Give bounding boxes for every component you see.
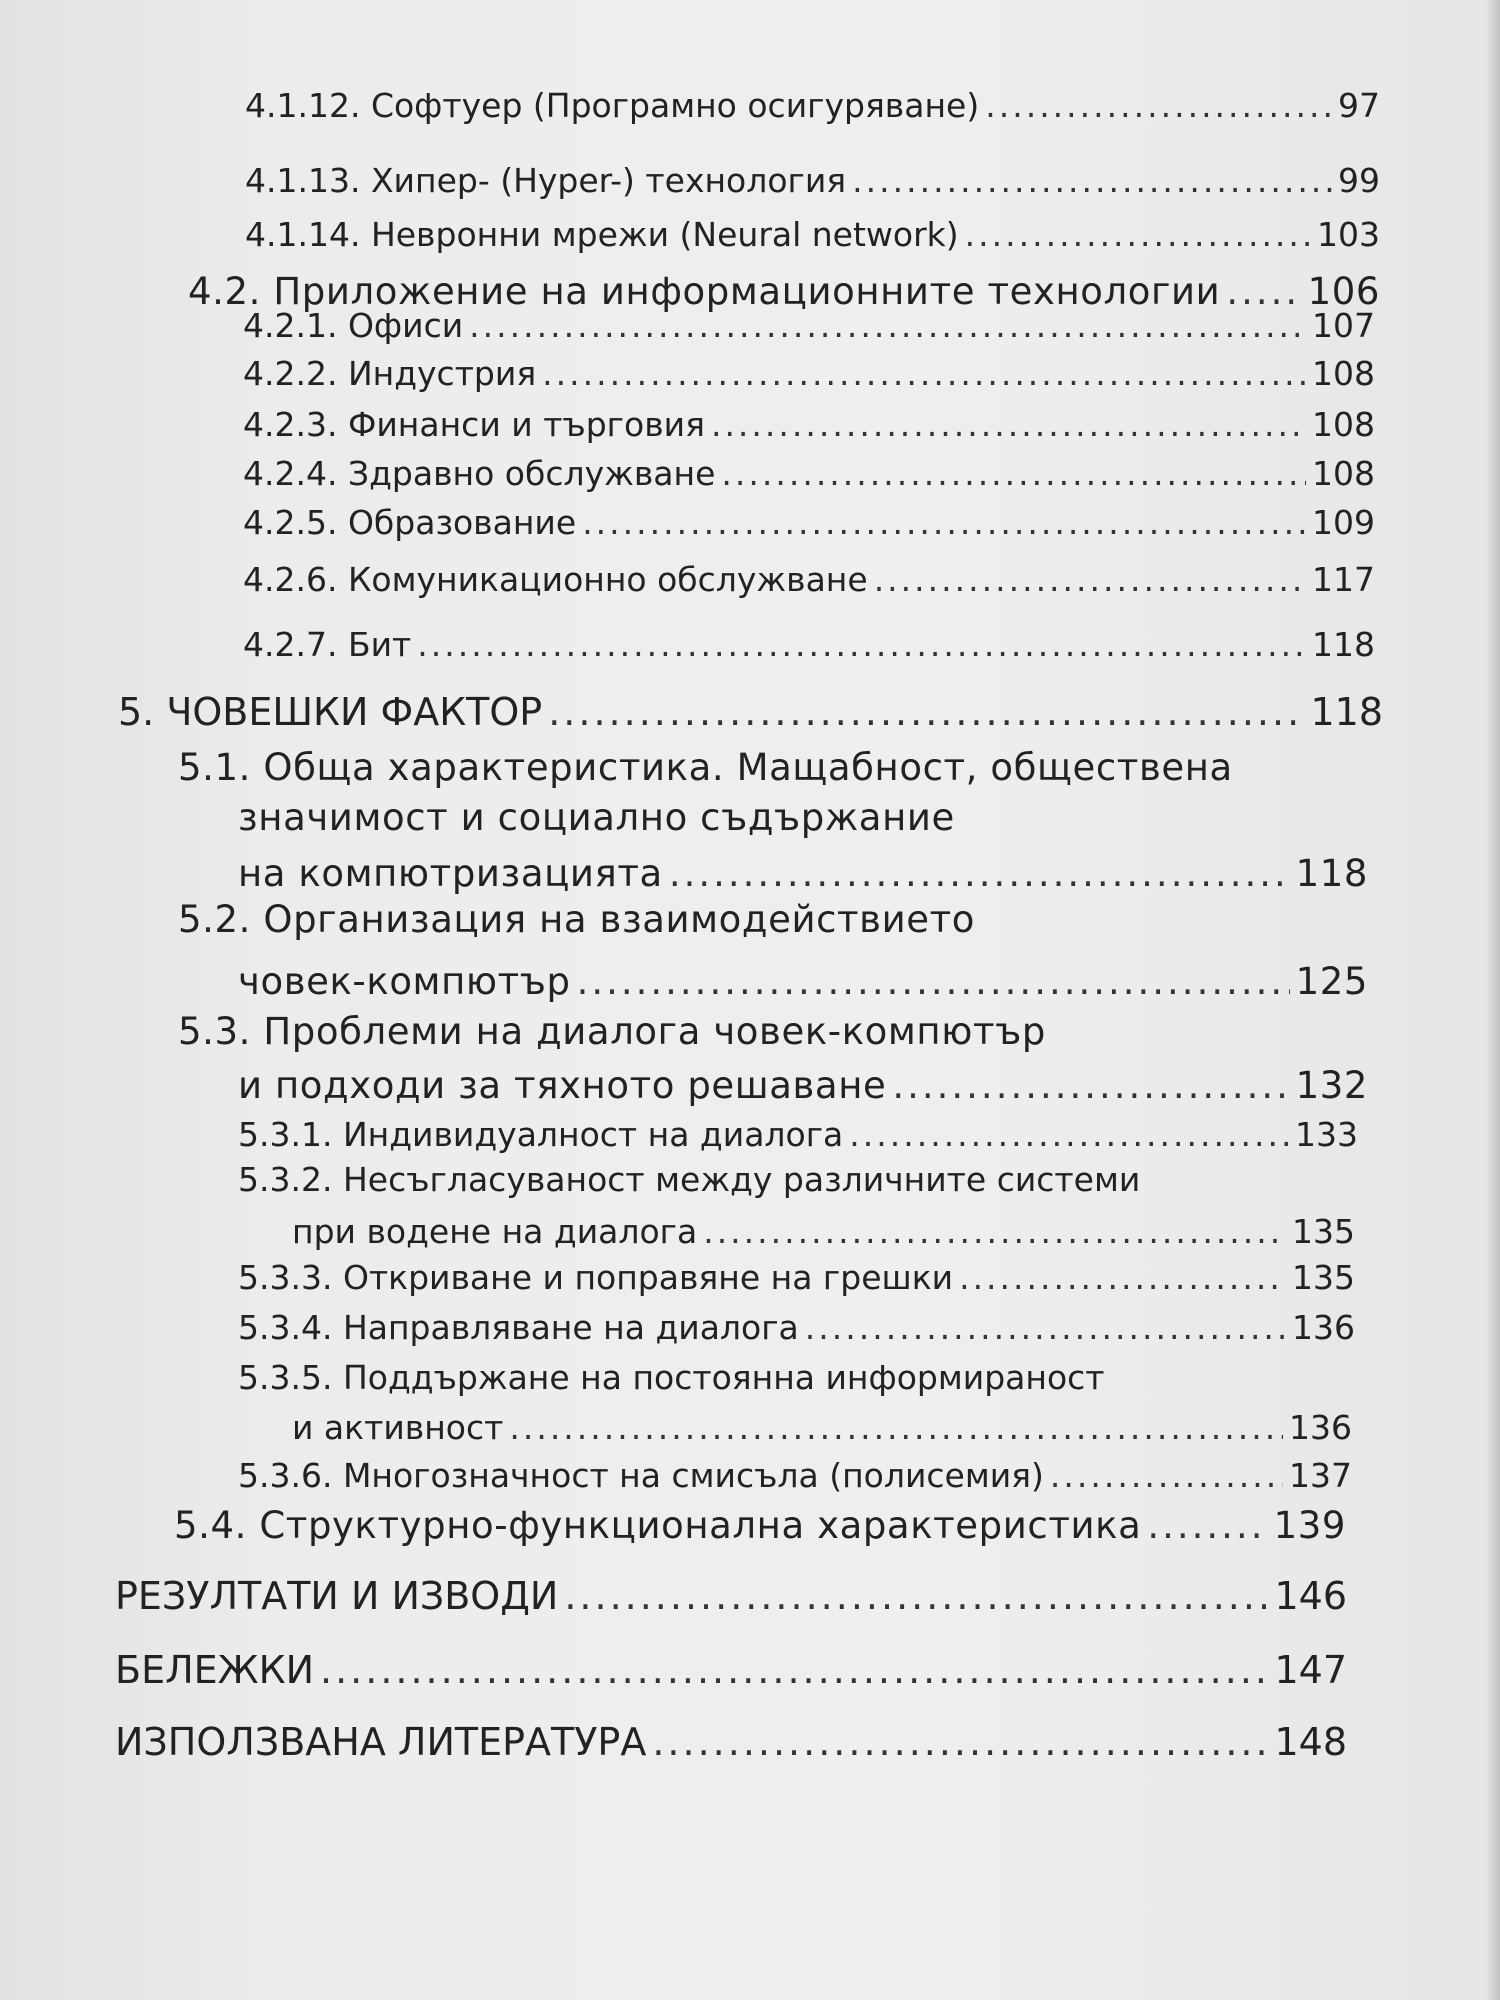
dot-leader	[711, 405, 1306, 444]
toc-entry-title: 4.2.6. Комуникационно обслужване	[243, 560, 868, 599]
toc-entry-title: и подходи за тяхното решаване	[238, 1064, 887, 1107]
page-edge-shadow	[1486, 0, 1500, 2000]
toc-entry-5-2[interactable]	[238, 960, 1368, 1003]
toc-entry-4-2-7[interactable]	[243, 625, 1375, 664]
dot-leader	[1050, 1456, 1283, 1495]
toc-entry-title: РЕЗУЛТАТИ И ИЗВОДИ	[115, 1574, 559, 1618]
toc-entry-5-1[interactable]	[238, 852, 1368, 895]
toc-entry-title: човек-компютър	[238, 960, 571, 1003]
toc-entry-page: 135	[1292, 1212, 1355, 1251]
toc-entry-title: 4.2.2. Индустрия	[243, 354, 537, 393]
dot-leader	[703, 1212, 1286, 1251]
toc-entry-title: 4.2. Приложение на информационните технологии	[188, 270, 1221, 313]
toc-entry-4-2-2[interactable]	[243, 354, 1375, 393]
toc-entry-4-1-14[interactable]	[245, 215, 1380, 254]
toc-entry-5-2-line-1: 5.2. Организация на взаимодействието	[178, 898, 975, 941]
toc-entry-5-3-6[interactable]	[238, 1456, 1352, 1495]
toc-entry-page: 132	[1295, 1064, 1368, 1107]
toc-entry-results[interactable]	[115, 1574, 1347, 1618]
dot-leader	[721, 454, 1306, 493]
toc-entry-title: 4.1.12. Софтуер (Програмно осигуряване)	[245, 86, 980, 125]
dot-leader	[892, 1064, 1289, 1107]
toc-entry-page: 139	[1273, 1504, 1346, 1547]
toc-entry-5-3-2-line-1: 5.3.2. Несъгласуваност между различните системи	[238, 1160, 1141, 1199]
toc-entry-4-2-4[interactable]	[243, 454, 1375, 493]
toc-entry-5-3-3[interactable]	[238, 1258, 1355, 1297]
toc-entry-page: 118	[1312, 625, 1375, 664]
toc-entry-page: 117	[1312, 560, 1375, 599]
dot-leader	[965, 215, 1311, 254]
toc-entry-title: 4.2.4. Здравно обслужване	[243, 454, 716, 493]
toc-entry-title: 5.4. Структурно-функционална характеристика	[174, 1504, 1142, 1547]
toc-entry-page: 107	[1312, 306, 1375, 345]
toc-entry-title: ИЗПОЛЗВАНА ЛИТЕРАТУРА	[115, 1720, 647, 1764]
toc-entry-title: на компютризацията	[238, 852, 663, 895]
toc-entry-page: 133	[1295, 1115, 1358, 1154]
toc-entry-title: 4.2.3. Финанси и търговия	[243, 405, 705, 444]
toc-entry-page: 103	[1317, 215, 1380, 254]
dot-leader	[564, 1574, 1268, 1618]
dot-leader	[320, 1648, 1268, 1692]
toc-entry-page: 148	[1274, 1720, 1347, 1764]
toc-entry-5-3-line-1: 5.3. Проблеми на диалога човек-компютър	[178, 1010, 1046, 1053]
toc-entry-5-3[interactable]	[238, 1064, 1368, 1107]
toc-entry-4-2-1[interactable]	[243, 306, 1375, 345]
toc-entry-4-2-6[interactable]	[243, 560, 1375, 599]
toc-entry-4-2-5[interactable]	[243, 503, 1375, 542]
toc-entry-title: 4.1.13. Хипер- (Hyper-) технология	[245, 161, 847, 200]
toc-entry-4-1-13[interactable]	[245, 161, 1380, 200]
toc-entry-title: 4.2.7. Бит	[243, 625, 412, 664]
toc-entry-page: 108	[1312, 405, 1375, 444]
toc-entry-page: 135	[1292, 1258, 1355, 1297]
dot-leader	[805, 1308, 1286, 1347]
dot-leader	[469, 306, 1306, 345]
dot-leader	[582, 503, 1306, 542]
toc-entry-page: 146	[1274, 1574, 1347, 1618]
toc-entry-title: при водене на диалога	[292, 1212, 698, 1251]
toc-entry-page: 136	[1292, 1308, 1355, 1347]
dot-leader	[417, 625, 1306, 664]
dot-leader	[542, 354, 1306, 393]
dot-leader	[849, 1115, 1289, 1154]
toc-entry-5-4[interactable]	[174, 1504, 1346, 1547]
toc-entry-page: 136	[1289, 1408, 1352, 1447]
toc-entry-title: 5.3.4. Направляване на диалога	[238, 1308, 799, 1347]
toc-entry-notes[interactable]	[115, 1648, 1347, 1692]
toc-entry-page: 108	[1312, 354, 1375, 393]
dot-leader	[669, 852, 1290, 895]
toc-entry-title: 4.2.5. Образование	[243, 503, 577, 542]
dot-leader	[509, 1408, 1283, 1447]
toc-entry-page: 137	[1289, 1456, 1352, 1495]
toc-entry-5-3-5-line-1: 5.3.5. Поддържане на постоянна информираност	[238, 1358, 1105, 1397]
toc-entry-4-2-3[interactable]	[243, 405, 1375, 444]
toc-entry-page: 118	[1295, 852, 1368, 895]
toc-entry-5[interactable]	[118, 690, 1383, 734]
toc-entry-title: и активност	[292, 1408, 504, 1447]
dot-leader	[874, 560, 1306, 599]
toc-entry-page: 106	[1307, 270, 1380, 313]
dot-leader	[577, 960, 1290, 1003]
toc-entry-title: 5.3.1. Индивидуалност на диалога	[238, 1115, 844, 1154]
toc-entry-page: 125	[1295, 960, 1368, 1003]
dot-leader	[548, 690, 1304, 734]
toc-entry-page: 109	[1312, 503, 1375, 542]
toc-entry-page: 118	[1310, 690, 1383, 734]
toc-entry-5-3-4[interactable]	[238, 1308, 1355, 1347]
dot-leader	[985, 86, 1332, 125]
dot-leader	[959, 1258, 1286, 1297]
toc-entry-title: 5. ЧОВЕШКИ ФАКТОР	[118, 690, 543, 734]
toc-entry-5-3-2[interactable]	[292, 1212, 1355, 1251]
toc-entry-5-1-line-1: 5.1. Обща характеристика. Мащабност, обществена	[178, 746, 1233, 789]
toc-entry-page: 108	[1312, 454, 1375, 493]
toc-entry-page: 99	[1338, 161, 1380, 200]
dot-leader	[652, 1720, 1268, 1764]
dot-leader	[1147, 1504, 1267, 1547]
toc-entry-page: 147	[1274, 1648, 1347, 1692]
toc-entry-title: 5.3.6. Многозначност на смисъла (полисемия)	[238, 1456, 1044, 1495]
toc-entry-title: 4.2.1. Офиси	[243, 306, 464, 345]
toc-entry-page: 97	[1338, 86, 1380, 125]
toc-entry-5-1-line-2: значимост и социално съдържание	[238, 796, 955, 839]
toc-entry-5-3-1[interactable]	[238, 1115, 1358, 1154]
dot-leader	[852, 161, 1332, 200]
toc-entry-5-3-5[interactable]	[292, 1408, 1352, 1447]
toc-entry-title: БЕЛЕЖКИ	[115, 1648, 314, 1692]
toc-entry-literature[interactable]	[115, 1720, 1347, 1764]
toc-entry-title: 5.3.3. Откриване и поправяне на грешки	[238, 1258, 954, 1297]
toc-entry-title: 4.1.14. Невронни мрежи (Neural network)	[245, 215, 959, 254]
toc-entry-4-1-12[interactable]	[245, 86, 1380, 125]
